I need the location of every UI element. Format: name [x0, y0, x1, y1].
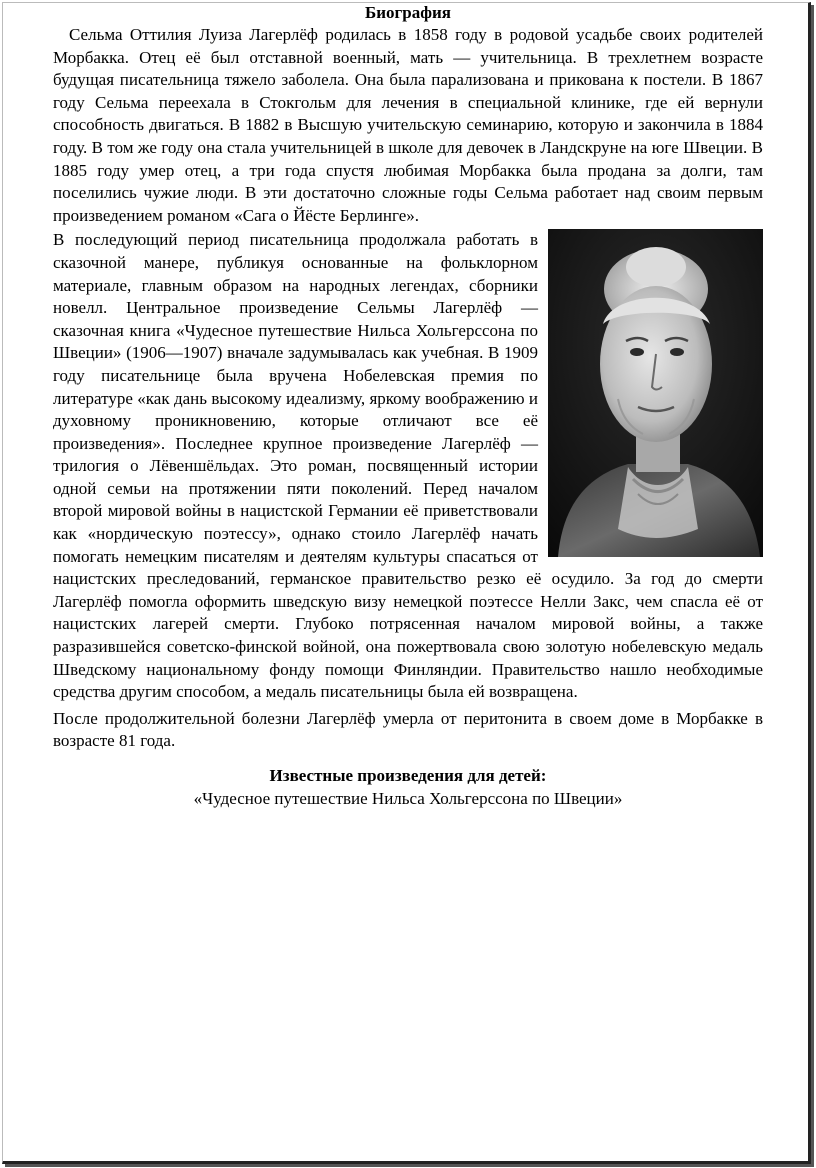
paragraph-death: После продолжительной болезни Лагерлёф умерла от перитонита в своем доме в Морбакке в возрасте 81 года.: [53, 708, 763, 751]
page-title: Биография: [365, 3, 451, 22]
paragraph-early-life: Сельма Оттилия Луиза Лагерлёф родилась в 1858 году в родовой усадьбе своих родителей Морбакка. Отец её был отставной военный, мать — учительница. В трехлетнем возрасте будущая писательница тяжело заболела. Она была парализована и прикована к постели. В 1867 году Сельма переехала в Стокгольм для лечения в специальной клинике, где ей вернули способность двигаться. В 1882 в Высшую учительскую семинарию, которую и закончила в 1884 году. В том же году она стала учительницей в школе для девочек в Ландскруне на юге Швеции. В 1885 году умер отец, а три года спустя любимая Морбакка была продана за долги, там поселились чужие люди. В эти достаточно сложные годы Сельма работает над своим первым произведением романом «Сага о Йёсте Берлинге».: [53, 25, 763, 225]
portrait-photo: [548, 229, 763, 557]
document-body: [53, 2, 763, 810]
works-item: «Чудесное путешествие Нильса Хольгерссона по Швеции»: [193, 788, 623, 808]
works-heading: Известные произведения для детей:: [269, 766, 547, 785]
paragraph-career: В последующий период писательница продолжала работать в сказочной манере, публикуя основанные на фольклорном материале, главным образом на народных легендах, сборники новелл. Центральное произведение Сельмы Лагерлёф — сказочная книга «Чудесное путешествие Нильса Хольгерссона по Швеции» (1906—1907) вначале задумывалась как учебная. В 1909 году писательнице была вручена Нобелевская премия по литературе «как дань высокому идеализму, яркому воображению и духовному проникновению, которые отличают все её произведения». Последнее крупное произведение Лагерлёф — трилогия о Лёвеншёльдах. Это роман, посвященный истории одной семьи на протяжении пяти поколений. Перед началом второй мировой войны в нацистской Германии её приветствовали как «нордическую поэтессу», однако стоило Лагерлёф начать помогать немецким писателям и деятелям культуры спасаться от нацистских преследований, германское правительство резко её осудило. За год до смерти Лагерлёф помогла оформить шведскую визу немецкой поэтессе Нелли Закс, чем спасла её от нацистских лагерей смерти. Глубоко потрясенная началом мировой войны, а также разразившейся советско-финской войной, она пожертвовала свою золотую нобелевскую медаль Шведскому национальному фонду помощи Финляндии. Правительство нашло необходимые средства другим способом, а медаль писательницы была ей возвращена.: [53, 230, 763, 702]
portrait-image: [548, 229, 763, 557]
